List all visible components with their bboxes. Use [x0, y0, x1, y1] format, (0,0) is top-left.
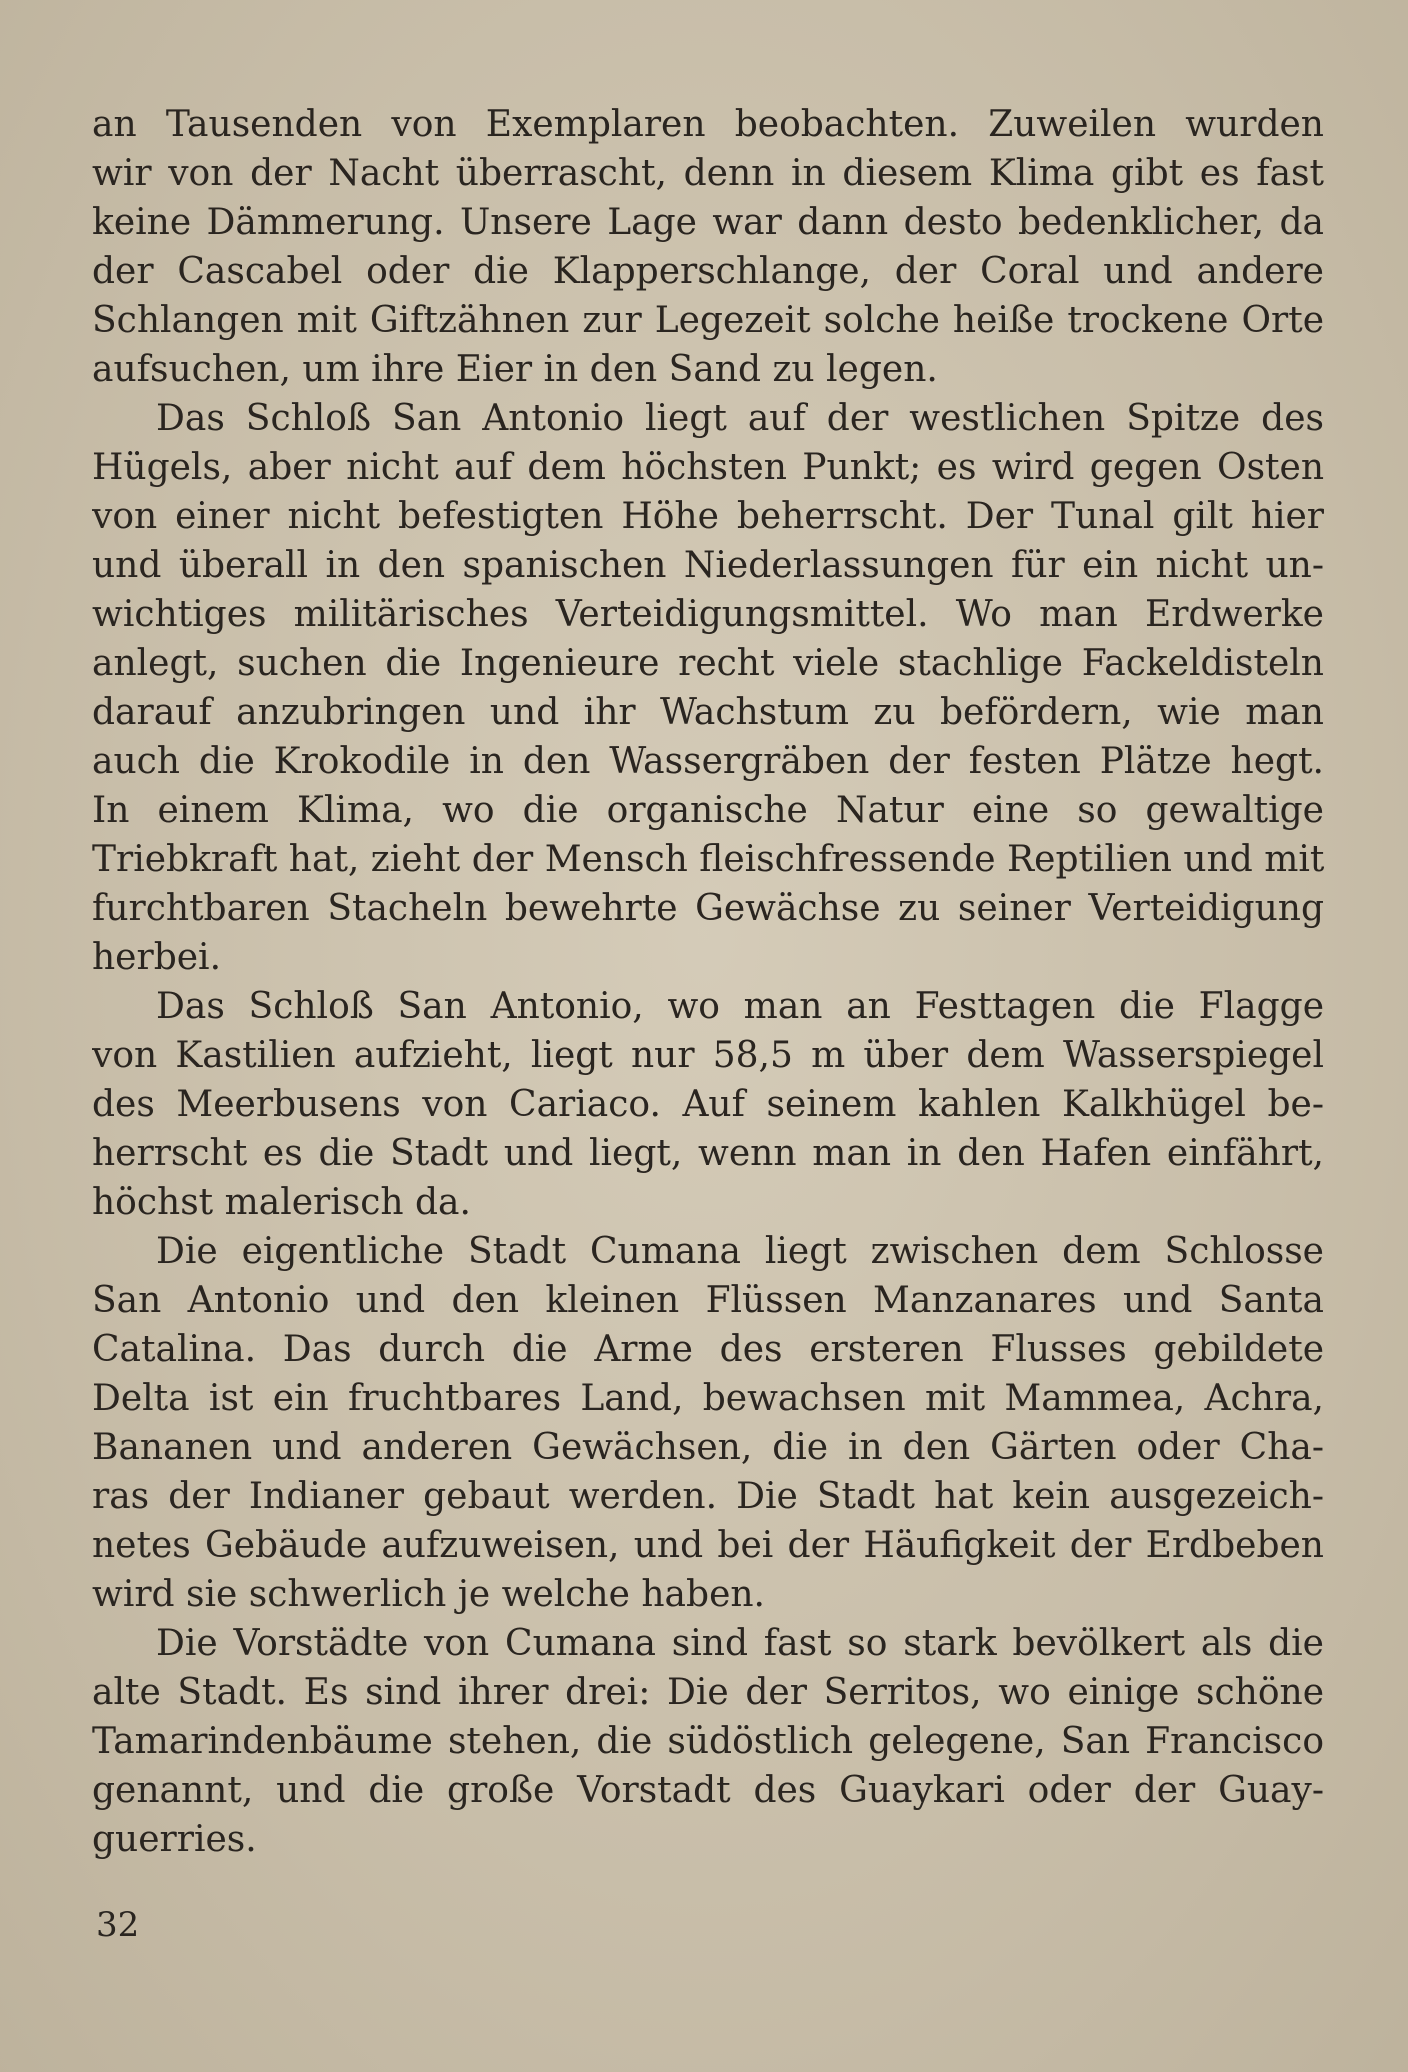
- text-line: Triebkraft hat, zieht der Mensch fleischfressende Reptilien und mit: [92, 839, 1324, 880]
- text-line: anlegt, suchen die Ingenieure recht viele stachlige Fackeldisteln: [92, 643, 1324, 684]
- paragraph: [92, 982, 1324, 1227]
- text-line: Bananen und anderen Gewächsen, die in den Gärten oder Cha-: [92, 1427, 1324, 1468]
- text-line: an Tausenden von Exemplaren beobachten. Zuweilen wurden: [92, 104, 1324, 145]
- text-line: furchtbaren Stacheln bewehrte Gewächse zu seiner Verteidigung: [92, 888, 1324, 929]
- text-line: wichtiges militärisches Verteidigungsmittel. Wo man Erdwerke: [92, 594, 1324, 635]
- text-line: netes Gebäude aufzuweisen, und bei der Häufigkeit der Erdbeben: [92, 1525, 1324, 1566]
- text-line: aufsuchen, um ihre Eier in den Sand zu legen.: [92, 349, 938, 390]
- text-line: In einem Klima, wo die organische Natur eine so gewaltige: [92, 790, 1324, 831]
- text-line: und überall in den spanischen Niederlassungen für ein nicht un-: [92, 545, 1324, 586]
- text-line: guerries.: [92, 1819, 257, 1860]
- text-line: auch die Krokodile in den Wassergräben der festen Plätze hegt.: [92, 741, 1324, 782]
- text-line: höchst malerisch da.: [92, 1182, 471, 1223]
- text-line: Tamarindenbäume stehen, die südöstlich gelegene, San Francisco: [92, 1721, 1324, 1762]
- text-line: San Antonio und den kleinen Flüssen Manzanares und Santa: [92, 1280, 1324, 1321]
- text-line: Die Vorstädte von Cumana sind fast so stark bevölkert als die: [156, 1623, 1324, 1664]
- text-line: von Kastilien aufzieht, liegt nur 58,5 m über dem Wasserspiegel: [92, 1035, 1324, 1076]
- text-line: Die eigentliche Stadt Cumana liegt zwischen dem Schlosse: [156, 1231, 1324, 1272]
- text-line: Schlangen mit Giftzähnen zur Legezeit solche heiße trockene Orte: [92, 300, 1324, 341]
- text-line: ras der Indianer gebaut werden. Die Stadt hat kein ausgezeich-: [92, 1476, 1324, 1517]
- text-line: wir von der Nacht überrascht, denn in diesem Klima gibt es fast: [92, 153, 1324, 194]
- text-line: darauf anzubringen und ihr Wachstum zu befördern, wie man: [92, 692, 1324, 733]
- text-line: Das Schloß San Antonio liegt auf der westlichen Spitze des: [156, 398, 1324, 439]
- text-line: herbei.: [92, 937, 222, 978]
- text-line: von einer nicht befestigten Höhe beherrscht. Der Tunal gilt hier: [92, 496, 1324, 537]
- paragraph: [92, 100, 1324, 394]
- text-line: Catalina. Das durch die Arme des ersteren Flusses gebildete: [92, 1329, 1324, 1370]
- text-line: genannt, und die große Vorstadt des Guaykari oder der Guay-: [92, 1770, 1324, 1811]
- paragraph: [92, 1619, 1324, 1864]
- text-line: Das Schloß San Antonio, wo man an Festtagen die Flagge: [156, 986, 1324, 1027]
- paragraph: [92, 1227, 1324, 1619]
- text-line: wird sie schwerlich je welche haben.: [92, 1574, 765, 1615]
- text-line: Hügels, aber nicht auf dem höchsten Punkt; es wird gegen Osten: [92, 447, 1324, 488]
- body-text: [92, 100, 1324, 1864]
- text-line: alte Stadt. Es sind ihrer drei: Die der Serritos, wo einige schöne: [92, 1672, 1324, 1713]
- text-line: des Meerbusens von Cariaco. Auf seinem kahlen Kalkhügel be-: [92, 1084, 1324, 1125]
- paragraph: [92, 394, 1324, 982]
- text-line: herrscht es die Stadt und liegt, wenn man in den Hafen einfährt,: [92, 1133, 1324, 1174]
- page-number: 32: [96, 1905, 140, 1945]
- text-line: keine Dämmerung. Unsere Lage war dann desto bedenklicher, da: [92, 202, 1324, 243]
- text-line: der Cascabel oder die Klapperschlange, der Coral und andere: [92, 251, 1324, 292]
- text-line: Delta ist ein fruchtbares Land, bewachsen mit Mammea, Achra,: [92, 1378, 1324, 1419]
